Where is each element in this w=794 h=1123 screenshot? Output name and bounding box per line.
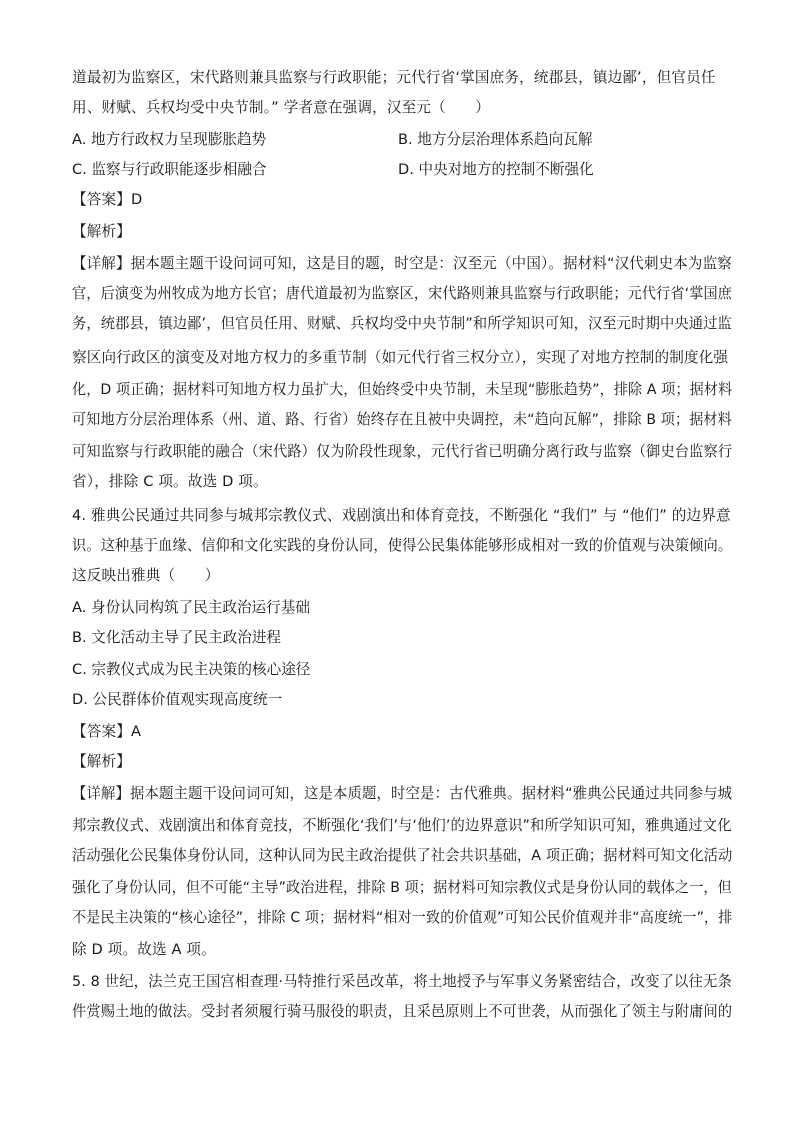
q3-detail-line-5: 化，D 项正确；据材料可知地方权力虽扩大，但始终受中央节制，未呈现“膨胀趋势”，排除 A 项；据材料 [72,381,733,398]
q4-option-a: A. 身份认同构筑了民主政治运行基础 [72,599,310,616]
q5-stem-line-1: 5. 8 世纪，法兰克王国宫相查理·马特推行采邑改革，将土地授予与军事义务紧密结合，改变了以往无条 [72,973,732,990]
q3-option-c: C. 监察与行政职能逐步相融合 [72,161,267,178]
q4-answer: 【答案】A [72,723,142,740]
q3-stem-line-2: 用、财赋、兵权均受中央节制。” 学者意在强调，汉至元（ ） [72,99,491,116]
q3-detail-line-7: 可知监察与行政职能的融合（宋代路）仅为阶段性现象，元代行省已明确分离行政与监察（御史台监察行 [72,443,733,460]
q3-detail-line-8: 省），排除 C 项。故选 D 项。 [72,473,268,490]
q3-stem-line-1: 道最初为监察区，宋代路则兼具监察与行政职能；元代行省‘掌国庶务，统郡县，镇边鄙’，但官员任 [72,69,716,86]
q4-option-c: C. 宗教仪式成为民主决策的核心途径 [72,661,311,678]
q4-analysis-label: 【解析】 [72,753,131,770]
q5-stem-line-2: 件赏赐土地的做法。受封者须履行骑马服役的职责，且采邑原则上不可世袭，从而强化了领主与附庸间的 [72,1003,733,1020]
q3-detail-line-6: 可知地方分层治理体系（州、道、路、行省）始终存在且被中央调控，未“趋向瓦解”，排除 B 项；据材料 [72,411,732,428]
q3-analysis-label: 【解析】 [72,223,131,240]
q3-option-b: B. 地方分层治理体系趋向瓦解 [398,131,593,148]
q4-detail-line-5: 不是民主决策的“核心途径”，排除 C 项；据材料“相对一致的价值观”可知公民价值观并非“高度统一”，排 [72,909,733,926]
q4-detail-line-1: 【详解】据本题主题干设问词可知，这是本质题，时空是：古代雅典。据材料“雅典公民通过共同参与城 [72,785,733,802]
q4-detail-line-6: 除 D 项。故选 A 项。 [72,941,216,958]
q4-option-b: B. 文化活动主导了民主政治进程 [72,629,282,646]
q3-detail-line-1: 【详解】据本题主题干设问词可知，这是目的题，时空是：汉至元（中国）。据材料“汉代刺史本为监察 [72,255,732,272]
q4-stem-line-3: 这反映出雅典（ ） [72,567,220,584]
q4-option-d: D. 公民群体价值观实现高度统一 [72,691,283,708]
q4-stem-line-2: 识。这种基于血缘、信仰和文化实践的身份认同，使得公民集体能够形成相对一致的价值观与决策倾向。 [72,537,733,554]
q4-detail-line-3: 活动强化公民集体身份认同，这种认同为民主政治提供了社会共识基础，A 项正确；据材料可知文化活动 [72,847,733,864]
q3-option-a: A. 地方行政权力呈现膨胀趋势 [72,131,267,148]
q4-stem-line-1: 4. 雅典公民通过共同参与城邦宗教仪式、戏剧演出和体育竞技，不断强化 “我们” 与 “他们” 的边界意 [72,507,731,524]
q4-detail-line-2: 邦宗教仪式、戏剧演出和体育竞技，不断强化‘我们’与‘他们’的边界意识”和所学知识可知，雅典通过文化 [72,817,732,834]
q3-detail-line-2: 官，后演变为州牧成为地方长官；唐代道最初为监察区，宋代路则兼具监察与行政职能；元代行省‘掌国庶 [72,285,732,302]
q3-detail-line-3: 务，统郡县，镇边鄙’，但官员任用、财赋、兵权均受中央节制”和所学知识可知，汉至元时期中央通过监 [72,315,732,332]
q4-detail-line-4: 强化了身份认同，但不可能“主导”政治进程，排除 B 项；据材料可知宗教仪式是身份认同的载体之一，但 [72,879,732,896]
q3-answer: 【答案】D [72,191,143,208]
q3-detail-line-4: 察区向行政区的演变及对地方权力的多重节制（如元代行省三权分立），实现了对地方控制的制度化强 [72,349,729,366]
q3-option-d: D. 中央对地方的控制不断强化 [398,161,594,178]
